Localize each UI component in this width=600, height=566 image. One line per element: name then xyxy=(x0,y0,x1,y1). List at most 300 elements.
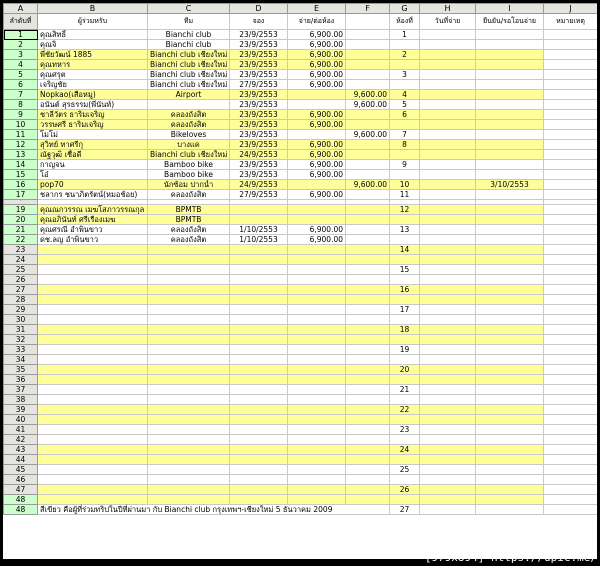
cell-team[interactable] xyxy=(148,355,230,365)
cell-name[interactable] xyxy=(38,255,148,265)
cell-i[interactable] xyxy=(476,285,544,295)
cell-name[interactable] xyxy=(38,405,148,415)
cell-g[interactable] xyxy=(390,150,420,160)
cell-notes[interactable] xyxy=(544,80,598,90)
cell-f[interactable] xyxy=(346,275,390,285)
cell-e[interactable] xyxy=(288,295,346,305)
cell-g[interactable]: 10 xyxy=(390,180,420,190)
cell-n[interactable]: 12 xyxy=(4,140,38,150)
cell-empty[interactable] xyxy=(420,505,476,515)
cell-g[interactable]: 2 xyxy=(390,50,420,60)
column-header[interactable]: B xyxy=(38,4,148,14)
cell-i[interactable] xyxy=(476,245,544,255)
cell-date[interactable]: 23/9/2553 xyxy=(230,160,288,170)
cell-g[interactable] xyxy=(390,395,420,405)
cell-name[interactable] xyxy=(38,335,148,345)
cell-i[interactable] xyxy=(476,485,544,495)
cell-g[interactable] xyxy=(390,170,420,180)
cell-i[interactable] xyxy=(476,305,544,315)
cell-n[interactable]: 45 xyxy=(4,465,38,475)
cell-i[interactable] xyxy=(476,120,544,130)
cell-team[interactable]: คลองถังสิต xyxy=(148,110,230,120)
cell-date[interactable]: 23/9/2553 xyxy=(230,120,288,130)
cell-notes[interactable] xyxy=(544,120,598,130)
cell-h[interactable] xyxy=(420,245,476,255)
cell-g[interactable]: 15 xyxy=(390,265,420,275)
cell-f[interactable] xyxy=(346,70,390,80)
cell-h[interactable] xyxy=(420,395,476,405)
cell-e[interactable] xyxy=(288,485,346,495)
title-cell[interactable]: ห้องที่ xyxy=(390,14,420,30)
cell-f[interactable] xyxy=(346,190,390,200)
cell-f[interactable] xyxy=(346,80,390,90)
cell-h[interactable] xyxy=(420,80,476,90)
cell-i[interactable] xyxy=(476,130,544,140)
cell-f[interactable] xyxy=(346,365,390,375)
cell-n[interactable]: 6 xyxy=(4,80,38,90)
cell-date[interactable] xyxy=(230,345,288,355)
cell-notes[interactable] xyxy=(544,325,598,335)
cell-notes[interactable] xyxy=(544,495,598,505)
cell-notes[interactable] xyxy=(544,225,598,235)
cell-empty[interactable] xyxy=(544,505,598,515)
cell-h[interactable] xyxy=(420,335,476,345)
cell-team[interactable] xyxy=(148,305,230,315)
cell-e[interactable]: 6,900.00 xyxy=(288,40,346,50)
cell-name[interactable]: คุณสิทธิ์ xyxy=(38,30,148,40)
column-header[interactable]: D xyxy=(230,4,288,14)
cell-e[interactable]: 6,900.00 xyxy=(288,120,346,130)
cell-n[interactable]: 5 xyxy=(4,70,38,80)
cell-e[interactable] xyxy=(288,395,346,405)
cell-date[interactable]: 23/9/2553 xyxy=(230,50,288,60)
cell-h[interactable] xyxy=(420,355,476,365)
cell-h[interactable] xyxy=(420,385,476,395)
cell-n[interactable]: 26 xyxy=(4,275,38,285)
cell-notes[interactable] xyxy=(544,40,598,50)
cell-notes[interactable] xyxy=(544,475,598,485)
cell-f[interactable] xyxy=(346,395,390,405)
cell-team[interactable] xyxy=(148,445,230,455)
cell-h[interactable] xyxy=(420,190,476,200)
cell-e[interactable] xyxy=(288,245,346,255)
cell-notes[interactable] xyxy=(544,150,598,160)
cell-i[interactable] xyxy=(476,160,544,170)
cell-e[interactable]: 6,900.00 xyxy=(288,150,346,160)
cell-n[interactable]: 41 xyxy=(4,425,38,435)
cell-notes[interactable] xyxy=(544,295,598,305)
cell-name[interactable]: คุณณกวรรณ เมฆโสภาวรรณกุล xyxy=(38,205,148,215)
cell-name[interactable]: กาญจน xyxy=(38,160,148,170)
cell-i[interactable] xyxy=(476,150,544,160)
cell-n[interactable]: 30 xyxy=(4,315,38,325)
cell-date[interactable] xyxy=(230,455,288,465)
cell-team[interactable] xyxy=(148,325,230,335)
cell-g[interactable]: 12 xyxy=(390,205,420,215)
cell-name[interactable]: คุณจิ xyxy=(38,40,148,50)
cell-h[interactable] xyxy=(420,275,476,285)
cell-g[interactable]: 14 xyxy=(390,245,420,255)
cell-h[interactable] xyxy=(420,40,476,50)
cell-g[interactable]: 3 xyxy=(390,70,420,80)
cell-h[interactable] xyxy=(420,140,476,150)
cell-date[interactable] xyxy=(230,325,288,335)
cell-i[interactable] xyxy=(476,140,544,150)
cell-n[interactable]: 1 xyxy=(4,30,38,40)
title-cell[interactable]: จ่าย/ต่อห้อง xyxy=(288,14,346,30)
cell-name[interactable] xyxy=(38,365,148,375)
cell-team[interactable]: คลองถังสิต xyxy=(148,190,230,200)
cell-f[interactable] xyxy=(346,445,390,455)
cell-f[interactable]: 9,600.00 xyxy=(346,90,390,100)
title-cell[interactable]: ลำดับที่ xyxy=(4,14,38,30)
cell-team[interactable] xyxy=(148,335,230,345)
cell-date[interactable]: 1/10/2553 xyxy=(230,235,288,245)
cell-i[interactable] xyxy=(476,60,544,70)
cell-name[interactable] xyxy=(38,425,148,435)
cell-g[interactable]: 17 xyxy=(390,305,420,315)
cell-n[interactable]: 7 xyxy=(4,90,38,100)
cell-n[interactable]: 20 xyxy=(4,215,38,225)
cell-team[interactable] xyxy=(148,395,230,405)
cell-g[interactable] xyxy=(390,275,420,285)
cell-name[interactable]: คุณอภินันท์ ศรีเรืองเมฆ xyxy=(38,215,148,225)
cell-n[interactable]: 13 xyxy=(4,150,38,160)
cell-g[interactable] xyxy=(390,315,420,325)
title-cell[interactable]: ทีม xyxy=(148,14,230,30)
cell-f[interactable] xyxy=(346,205,390,215)
cell-date[interactable] xyxy=(230,355,288,365)
cell-e[interactable] xyxy=(288,375,346,385)
cell-notes[interactable] xyxy=(544,385,598,395)
cell-name[interactable]: อนันต์ สุรธรรม(พี่นันท์) xyxy=(38,100,148,110)
cell-i[interactable] xyxy=(476,170,544,180)
cell-h[interactable] xyxy=(420,315,476,325)
cell-e[interactable] xyxy=(288,495,346,505)
cell-n[interactable]: 4 xyxy=(4,60,38,70)
cell-team[interactable] xyxy=(148,265,230,275)
cell-g[interactable]: 26 xyxy=(390,485,420,495)
cell-team[interactable] xyxy=(148,375,230,385)
title-cell[interactable]: จอง xyxy=(230,14,288,30)
cell-team[interactable]: Bianchi club เชียงใหม่ xyxy=(148,150,230,160)
cell-n[interactable]: 47 xyxy=(4,485,38,495)
cell-n[interactable]: 28 xyxy=(4,295,38,305)
cell-i[interactable] xyxy=(476,50,544,60)
cell-date[interactable] xyxy=(230,315,288,325)
column-header[interactable]: G xyxy=(390,4,420,14)
cell-h[interactable] xyxy=(420,375,476,385)
cell-h[interactable] xyxy=(420,495,476,505)
cell-g[interactable]: 7 xyxy=(390,130,420,140)
cell-notes[interactable] xyxy=(544,205,598,215)
cell-i[interactable] xyxy=(476,40,544,50)
cell-notes[interactable] xyxy=(544,415,598,425)
cell-i[interactable] xyxy=(476,415,544,425)
cell-e[interactable] xyxy=(288,285,346,295)
cell-g[interactable]: 4 xyxy=(390,90,420,100)
cell-h[interactable] xyxy=(420,160,476,170)
cell-date[interactable] xyxy=(230,395,288,405)
cell-n[interactable]: 39 xyxy=(4,405,38,415)
cell-team[interactable] xyxy=(148,435,230,445)
cell-g[interactable]: 5 xyxy=(390,100,420,110)
cell-date[interactable]: 23/9/2553 xyxy=(230,170,288,180)
cell-f[interactable]: 9,600.00 xyxy=(346,180,390,190)
cell-g[interactable]: 13 xyxy=(390,225,420,235)
cell-g[interactable]: 8 xyxy=(390,140,420,150)
cell-team[interactable] xyxy=(148,255,230,265)
cell-notes[interactable] xyxy=(544,235,598,245)
cell-notes[interactable] xyxy=(544,180,598,190)
cell-h[interactable] xyxy=(420,255,476,265)
cell-f[interactable] xyxy=(346,335,390,345)
cell-n[interactable]: 16 xyxy=(4,180,38,190)
cell-e[interactable] xyxy=(288,475,346,485)
cell-team[interactable]: นักซ้อม ปากน้ำ xyxy=(148,180,230,190)
cell-i[interactable] xyxy=(476,255,544,265)
cell-n[interactable]: 37 xyxy=(4,385,38,395)
cell-f[interactable] xyxy=(346,375,390,385)
cell-name[interactable] xyxy=(38,315,148,325)
cell-notes[interactable] xyxy=(544,315,598,325)
cell-team[interactable] xyxy=(148,385,230,395)
cell-g[interactable] xyxy=(390,435,420,445)
cell-notes[interactable] xyxy=(544,255,598,265)
cell-notes[interactable] xyxy=(544,110,598,120)
cell-team[interactable]: BPMTB xyxy=(148,205,230,215)
cell-h[interactable] xyxy=(420,345,476,355)
cell-i[interactable] xyxy=(476,295,544,305)
cell-h[interactable] xyxy=(420,50,476,60)
cell-n[interactable]: 14 xyxy=(4,160,38,170)
cell-notes[interactable] xyxy=(544,445,598,455)
cell-date[interactable] xyxy=(230,245,288,255)
cell-date[interactable] xyxy=(230,495,288,505)
cell-name[interactable] xyxy=(38,495,148,505)
cell-notes[interactable] xyxy=(544,275,598,285)
title-cell[interactable]: หมายเหตุ xyxy=(544,14,598,30)
cell-g[interactable] xyxy=(390,295,420,305)
cell-notes[interactable] xyxy=(544,405,598,415)
cell-e[interactable]: 6,900.00 xyxy=(288,235,346,245)
cell-g[interactable]: 1 xyxy=(390,30,420,40)
cell-i[interactable] xyxy=(476,80,544,90)
cell-h[interactable] xyxy=(420,90,476,100)
cell-f[interactable] xyxy=(346,355,390,365)
cell-g[interactable] xyxy=(390,60,420,70)
cell-f[interactable] xyxy=(346,245,390,255)
cell-e[interactable]: 6,900.00 xyxy=(288,70,346,80)
cell-f[interactable] xyxy=(346,140,390,150)
cell-i[interactable] xyxy=(476,445,544,455)
cell-i[interactable] xyxy=(476,405,544,415)
cell-n[interactable]: 19 xyxy=(4,205,38,215)
cell-date[interactable] xyxy=(230,445,288,455)
cell-f[interactable] xyxy=(346,315,390,325)
cell-h[interactable] xyxy=(420,465,476,475)
cell-g[interactable]: 25 xyxy=(390,465,420,475)
cell-i[interactable] xyxy=(476,455,544,465)
cell-n[interactable]: 9 xyxy=(4,110,38,120)
cell-name[interactable] xyxy=(38,355,148,365)
cell-g[interactable]: 24 xyxy=(390,445,420,455)
cell-date[interactable] xyxy=(230,215,288,225)
cell-team[interactable]: Bianchi club xyxy=(148,40,230,50)
column-header[interactable]: C xyxy=(148,4,230,14)
cell-i[interactable] xyxy=(476,265,544,275)
cell-i[interactable] xyxy=(476,335,544,345)
cell-f[interactable] xyxy=(346,235,390,245)
cell-f[interactable] xyxy=(346,110,390,120)
title-cell[interactable]: ผู้ร่วมหรับ xyxy=(38,14,148,30)
cell-notes[interactable] xyxy=(544,215,598,225)
cell-n[interactable]: 25 xyxy=(4,265,38,275)
cell-name[interactable]: ณัฐวุฒิ เชื้อดี xyxy=(38,150,148,160)
cell-notes[interactable] xyxy=(544,305,598,315)
cell-name[interactable] xyxy=(38,455,148,465)
cell-i[interactable] xyxy=(476,475,544,485)
cell-g[interactable] xyxy=(390,355,420,365)
cell-date[interactable] xyxy=(230,305,288,315)
cell-date[interactable] xyxy=(230,415,288,425)
cell-g[interactable]: 23 xyxy=(390,425,420,435)
cell-i[interactable] xyxy=(476,375,544,385)
cell-name[interactable]: เจริญชัย xyxy=(38,80,148,90)
cell-team[interactable] xyxy=(148,295,230,305)
cell-i[interactable] xyxy=(476,395,544,405)
cell-name[interactable]: โอ๋ xyxy=(38,170,148,180)
cell-e[interactable] xyxy=(288,335,346,345)
cell-h[interactable] xyxy=(420,435,476,445)
cell-notes[interactable] xyxy=(544,30,598,40)
cell-f[interactable] xyxy=(346,40,390,50)
cell-empty[interactable] xyxy=(476,505,544,515)
cell-f[interactable] xyxy=(346,465,390,475)
cell-e[interactable] xyxy=(288,365,346,375)
cell-i[interactable] xyxy=(476,385,544,395)
cell-f[interactable]: 9,600.00 xyxy=(346,100,390,110)
cell-h[interactable] xyxy=(420,205,476,215)
cell-notes[interactable] xyxy=(544,485,598,495)
cell-notes[interactable] xyxy=(544,170,598,180)
cell-g[interactable] xyxy=(390,375,420,385)
cell-f[interactable] xyxy=(346,150,390,160)
cell-notes[interactable] xyxy=(544,465,598,475)
cell-n[interactable]: 48 xyxy=(4,505,38,515)
cell-f[interactable] xyxy=(346,325,390,335)
cell-e[interactable] xyxy=(288,435,346,445)
cell-date[interactable] xyxy=(230,475,288,485)
cell-i[interactable] xyxy=(476,315,544,325)
cell-e[interactable] xyxy=(288,415,346,425)
cell-notes[interactable] xyxy=(544,50,598,60)
cell-f[interactable] xyxy=(346,265,390,275)
cell-team[interactable]: Bamboo bike xyxy=(148,170,230,180)
cell-h[interactable] xyxy=(420,60,476,70)
cell-e[interactable] xyxy=(288,265,346,275)
column-header[interactable]: H xyxy=(420,4,476,14)
cell-g[interactable]: 20 xyxy=(390,365,420,375)
cell-e[interactable] xyxy=(288,305,346,315)
cell-g[interactable]: 27 xyxy=(390,505,420,515)
cell-date[interactable] xyxy=(230,465,288,475)
cell-i[interactable] xyxy=(476,435,544,445)
cell-date[interactable] xyxy=(230,375,288,385)
cell-name[interactable] xyxy=(38,385,148,395)
cell-team[interactable] xyxy=(148,415,230,425)
cell-name[interactable] xyxy=(38,395,148,405)
cell-f[interactable] xyxy=(346,495,390,505)
cell-i[interactable]: 3/10/2553 xyxy=(476,180,544,190)
cell-date[interactable]: 24/9/2553 xyxy=(230,180,288,190)
cell-team[interactable]: Bianchi club เชียงใหม่ xyxy=(148,70,230,80)
cell-name[interactable] xyxy=(38,275,148,285)
cell-n[interactable]: 34 xyxy=(4,355,38,365)
cell-date[interactable]: 27/9/2553 xyxy=(230,80,288,90)
cell-e[interactable] xyxy=(288,275,346,285)
cell-g[interactable] xyxy=(390,455,420,465)
cell-date[interactable]: 23/9/2553 xyxy=(230,110,288,120)
cell-name[interactable]: พี่ชัยวัฒน์ 1885 xyxy=(38,50,148,60)
cell-i[interactable] xyxy=(476,70,544,80)
cell-i[interactable] xyxy=(476,205,544,215)
cell-notes[interactable] xyxy=(544,140,598,150)
cell-date[interactable]: 27/9/2553 xyxy=(230,190,288,200)
cell-n[interactable]: 10 xyxy=(4,120,38,130)
cell-i[interactable] xyxy=(476,110,544,120)
cell-team[interactable]: คลองถังสิต xyxy=(148,235,230,245)
cell-h[interactable] xyxy=(420,445,476,455)
cell-f[interactable] xyxy=(346,475,390,485)
spreadsheet[interactable] xyxy=(3,3,597,559)
cell-i[interactable] xyxy=(476,345,544,355)
cell-n[interactable]: 35 xyxy=(4,365,38,375)
cell-h[interactable] xyxy=(420,215,476,225)
cell-date[interactable] xyxy=(230,265,288,275)
cell-notes[interactable] xyxy=(544,335,598,345)
cell-h[interactable] xyxy=(420,405,476,415)
cell-name[interactable]: คุณทหาร xyxy=(38,60,148,70)
cell-name[interactable] xyxy=(38,265,148,275)
cell-n[interactable]: 2 xyxy=(4,40,38,50)
cell-date[interactable] xyxy=(230,255,288,265)
cell-team[interactable] xyxy=(148,455,230,465)
cell-date[interactable]: 23/9/2553 xyxy=(230,90,288,100)
cell-g[interactable] xyxy=(390,475,420,485)
cell-f[interactable] xyxy=(346,345,390,355)
cell-f[interactable] xyxy=(346,285,390,295)
cell-n[interactable]: 21 xyxy=(4,225,38,235)
cell-h[interactable] xyxy=(420,415,476,425)
cell-h[interactable] xyxy=(420,180,476,190)
footer-note[interactable]: สีเขียว คือผู้ที่ร่วมทริปในปีที่ผ่านมา กับ Bianchi club กรุงเทพฯ-เชียงใหม่ 5 ธันวาคม 2009 xyxy=(38,505,390,515)
cell-name[interactable]: ชลากร ชนาภิตรัตน์(หมอช้อย) xyxy=(38,190,148,200)
cell-f[interactable]: 9,600.00 xyxy=(346,130,390,140)
cell-f[interactable] xyxy=(346,425,390,435)
cell-f[interactable] xyxy=(346,485,390,495)
cell-n[interactable]: 29 xyxy=(4,305,38,315)
cell-e[interactable]: 6,900.00 xyxy=(288,140,346,150)
cell-g[interactable]: 16 xyxy=(390,285,420,295)
cell-i[interactable] xyxy=(476,100,544,110)
cell-team[interactable] xyxy=(148,365,230,375)
cell-notes[interactable] xyxy=(544,285,598,295)
cell-date[interactable]: 23/9/2553 xyxy=(230,130,288,140)
cell-name[interactable]: คุณศรณี อำพินขาว xyxy=(38,225,148,235)
cell-date[interactable] xyxy=(230,425,288,435)
cell-e[interactable] xyxy=(288,325,346,335)
